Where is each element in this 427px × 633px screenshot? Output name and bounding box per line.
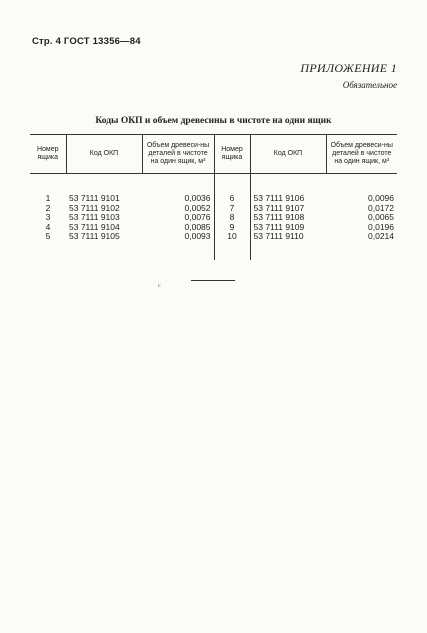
volume-value: 0,0196 xyxy=(368,221,394,232)
okp-code: 53 7111 9110 xyxy=(250,232,326,242)
annex-title: ПРИЛОЖЕНИЕ 1 xyxy=(300,61,397,75)
header-okp-code-left: Код ОКП xyxy=(66,135,142,174)
okp-code: 53 7111 9108 xyxy=(250,213,326,223)
box-number: 9 xyxy=(214,223,250,233)
header-box-no-right: Номер ящика xyxy=(214,135,250,174)
header-volume-right: Объем древеси-ны деталей в чистоте на один ящик, м³ xyxy=(326,135,397,174)
okp-code: 53 7111 9102 xyxy=(69,202,120,213)
box-number: 5 xyxy=(45,231,51,241)
table-header-row xyxy=(30,135,397,174)
box-number: 10 xyxy=(214,232,250,242)
table-spacer-row xyxy=(30,242,397,260)
okp-table xyxy=(30,134,397,260)
box-number: 2 xyxy=(45,202,51,213)
box-number: 1 xyxy=(45,193,51,203)
volume-value: 0,0052 xyxy=(184,202,211,213)
okp-code: 53 7111 9106 xyxy=(250,174,326,204)
header-okp-code-right: Код ОКП xyxy=(250,135,326,174)
volume-value: 0,0085 xyxy=(184,221,211,232)
volume-value: 0,0036 xyxy=(184,193,211,203)
okp-code: 53 7111 9104 xyxy=(69,221,120,232)
okp-code: 53 7111 9101 xyxy=(69,193,120,203)
table-row xyxy=(30,232,397,242)
volume-value: 0,0093 xyxy=(184,231,211,241)
header-volume-left: Объем древеси-ны деталей в чистоте на один ящик, м³ xyxy=(142,135,214,174)
volume-value: 0,0172 xyxy=(368,202,394,213)
page-header: Стр. 4 ГОСТ 13356—84 xyxy=(32,36,141,47)
box-number: 4 xyxy=(45,221,51,232)
okp-code: 53 7111 9103 xyxy=(69,212,120,222)
end-rule xyxy=(191,280,235,281)
table-caption: Коды ОКП и объем древесины в чистоте на одни ящик xyxy=(95,116,332,126)
volume-value: 0,0096 xyxy=(368,193,394,203)
box-number: 7 xyxy=(214,204,250,214)
box-number: 3 xyxy=(45,212,51,222)
volume-value: 0,0214 xyxy=(368,231,394,241)
annex-block xyxy=(300,61,397,90)
volume-value: 0,0065 xyxy=(368,212,394,222)
box-number: 6 xyxy=(214,174,250,204)
box-number: 8 xyxy=(214,213,250,223)
stray-mark: c xyxy=(158,283,161,289)
okp-code: 53 7111 9105 xyxy=(69,231,120,241)
okp-code: 53 7111 9107 xyxy=(250,204,326,214)
table-row xyxy=(30,174,397,204)
annex-subtitle: Обязательное xyxy=(342,80,397,90)
header-box-no-left: Номер ящика xyxy=(30,135,66,174)
okp-code: 53 7111 9109 xyxy=(250,223,326,233)
volume-value: 0,0076 xyxy=(184,212,211,222)
